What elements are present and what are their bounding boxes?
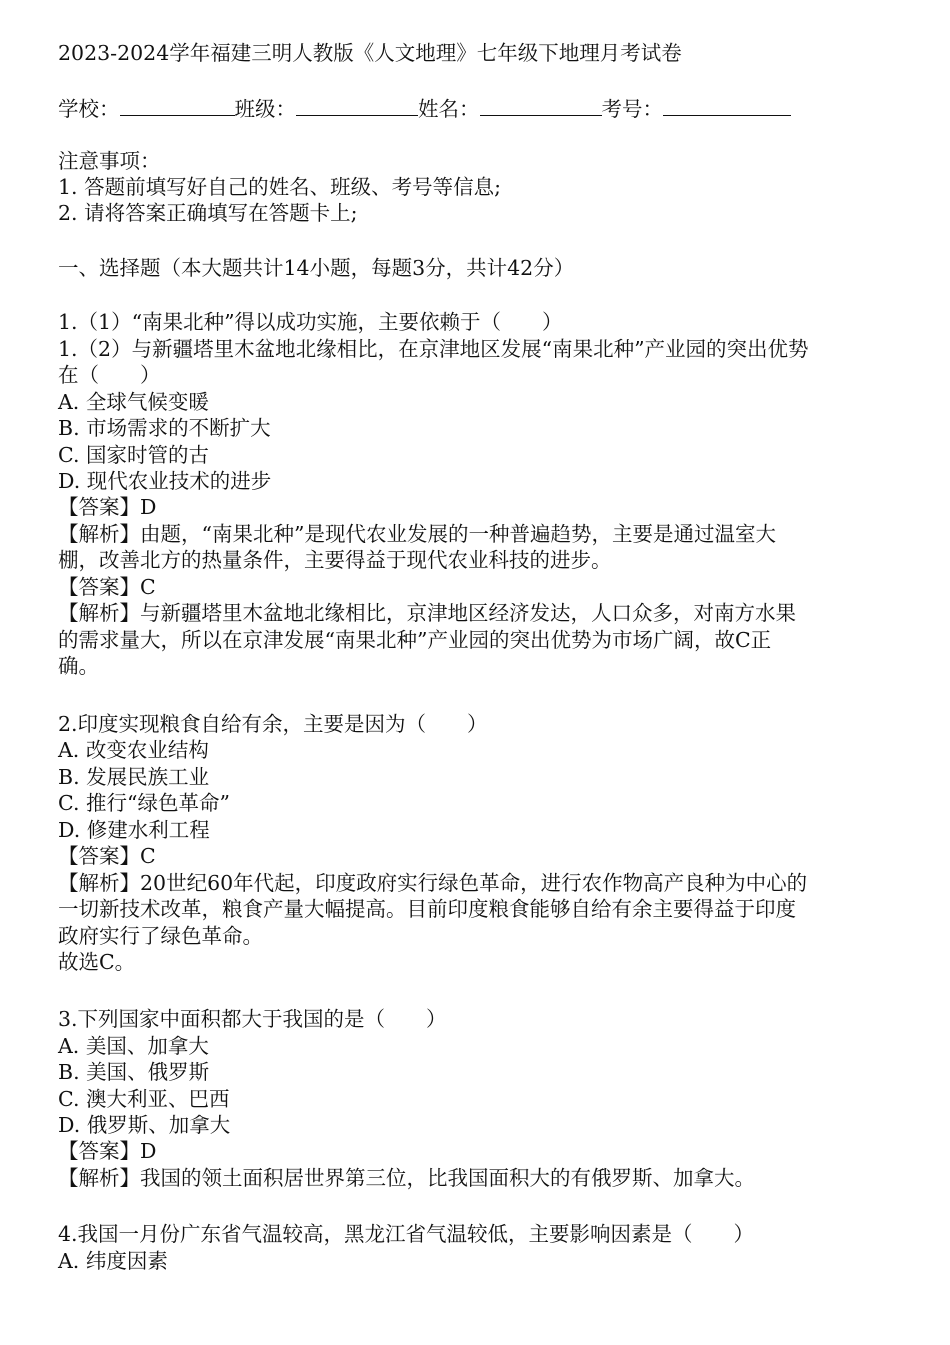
option-line: B. 市场需求的不断扩大 <box>58 416 271 440</box>
option-line: D. 现代农业技术的进步 <box>58 469 272 493</box>
name-blank[interactable] <box>480 97 602 116</box>
answer-line: 【答案】C <box>58 575 156 599</box>
option-line: C. 推行“绿色革命” <box>58 791 230 815</box>
question-line: 3.下列国家中面积都大于我国的是（ ） <box>58 1007 447 1031</box>
notice-item: 1. 答题前填写好自己的姓名、班级、考号等信息; <box>58 175 501 199</box>
explanation-line: 一切新技术改革，粮食产量大幅提高。目前印度粮食能够自给有余主要得益于印度 <box>58 897 796 921</box>
explanation-line: 的需求量大，所以在京津发展“南果北种”产业园的突出优势为市场广阔，故C正 <box>58 628 772 652</box>
question-line: 在（ ） <box>58 363 161 387</box>
explanation-line: 【解析】由题，“南果北种”是现代农业发展的一种普遍趋势，主要是通过温室大 <box>58 522 776 546</box>
exam-number-blank[interactable] <box>663 97 791 116</box>
question-line: 4.我国一月份广东省气温较高，黑龙江省气温较低，主要影响因素是（ ） <box>58 1222 755 1246</box>
class-label: 班级： <box>234 97 296 121</box>
option-line: B. 美国、俄罗斯 <box>58 1060 210 1084</box>
exam-title: 2023-2024学年福建三明人教版《人文地理》七年级下地理月考试卷 <box>58 41 682 65</box>
question-line: 2.印度实现粮食自给有余，主要是因为（ ） <box>58 712 488 736</box>
school-label: 学校： <box>58 97 120 121</box>
option-line: A. 纬度因素 <box>58 1249 168 1273</box>
answer-line: 【答案】D <box>58 495 157 519</box>
explanation-line: 故选C。 <box>58 950 136 974</box>
explanation-line: 【解析】20世纪60年代起，印度政府实行绿色革命，进行农作物高产良种为中心的 <box>58 871 808 895</box>
option-line: B. 发展民族工业 <box>58 765 210 789</box>
notice-item: 2. 请将答案正确填写在答题卡上; <box>58 201 358 225</box>
explanation-line: 棚，改善北方的热量条件，主要得益于现代农业科技的进步。 <box>58 548 612 572</box>
name-label: 姓名： <box>418 97 480 121</box>
exam-number-label: 考号： <box>601 97 663 121</box>
option-line: C. 澳大利亚、巴西 <box>58 1087 230 1111</box>
answer-line: 【答案】D <box>58 1139 157 1163</box>
school-blank[interactable] <box>120 97 235 116</box>
option-line: D. 修建水利工程 <box>58 818 210 842</box>
option-line: C. 国家时管的古 <box>58 443 209 467</box>
explanation-line: 确。 <box>58 654 99 678</box>
explanation-line: 政府实行了绿色革命。 <box>58 924 263 948</box>
question-line: 1.（2）与新疆塔里木盆地北缘相比，在京津地区发展“南果北种”产业园的突出优势 <box>58 337 809 361</box>
option-line: A. 美国、加拿大 <box>58 1034 209 1058</box>
answer-line: 【答案】C <box>58 844 156 868</box>
option-line: A. 全球气候变暖 <box>58 390 209 414</box>
class-blank[interactable] <box>296 97 418 116</box>
explanation-line: 【解析】我国的领土面积居世界第三位，比我国面积大的有俄罗斯、加拿大。 <box>58 1166 755 1190</box>
option-line: A. 改变农业结构 <box>58 738 209 762</box>
explanation-line: 【解析】与新疆塔里木盆地北缘相比，京津地区经济发达，人口众多，对南方水果 <box>58 601 796 625</box>
option-line: D. 俄罗斯、加拿大 <box>58 1113 231 1137</box>
question-line: 1.（1）“南果北种”得以成功实施，主要依赖于（ ） <box>58 310 563 334</box>
section-title: 一、选择题（本大题共计14小题，每题3分，共计42分） <box>58 256 575 280</box>
notice-heading: 注意事项： <box>58 149 161 173</box>
student-info-row <box>58 96 898 123</box>
